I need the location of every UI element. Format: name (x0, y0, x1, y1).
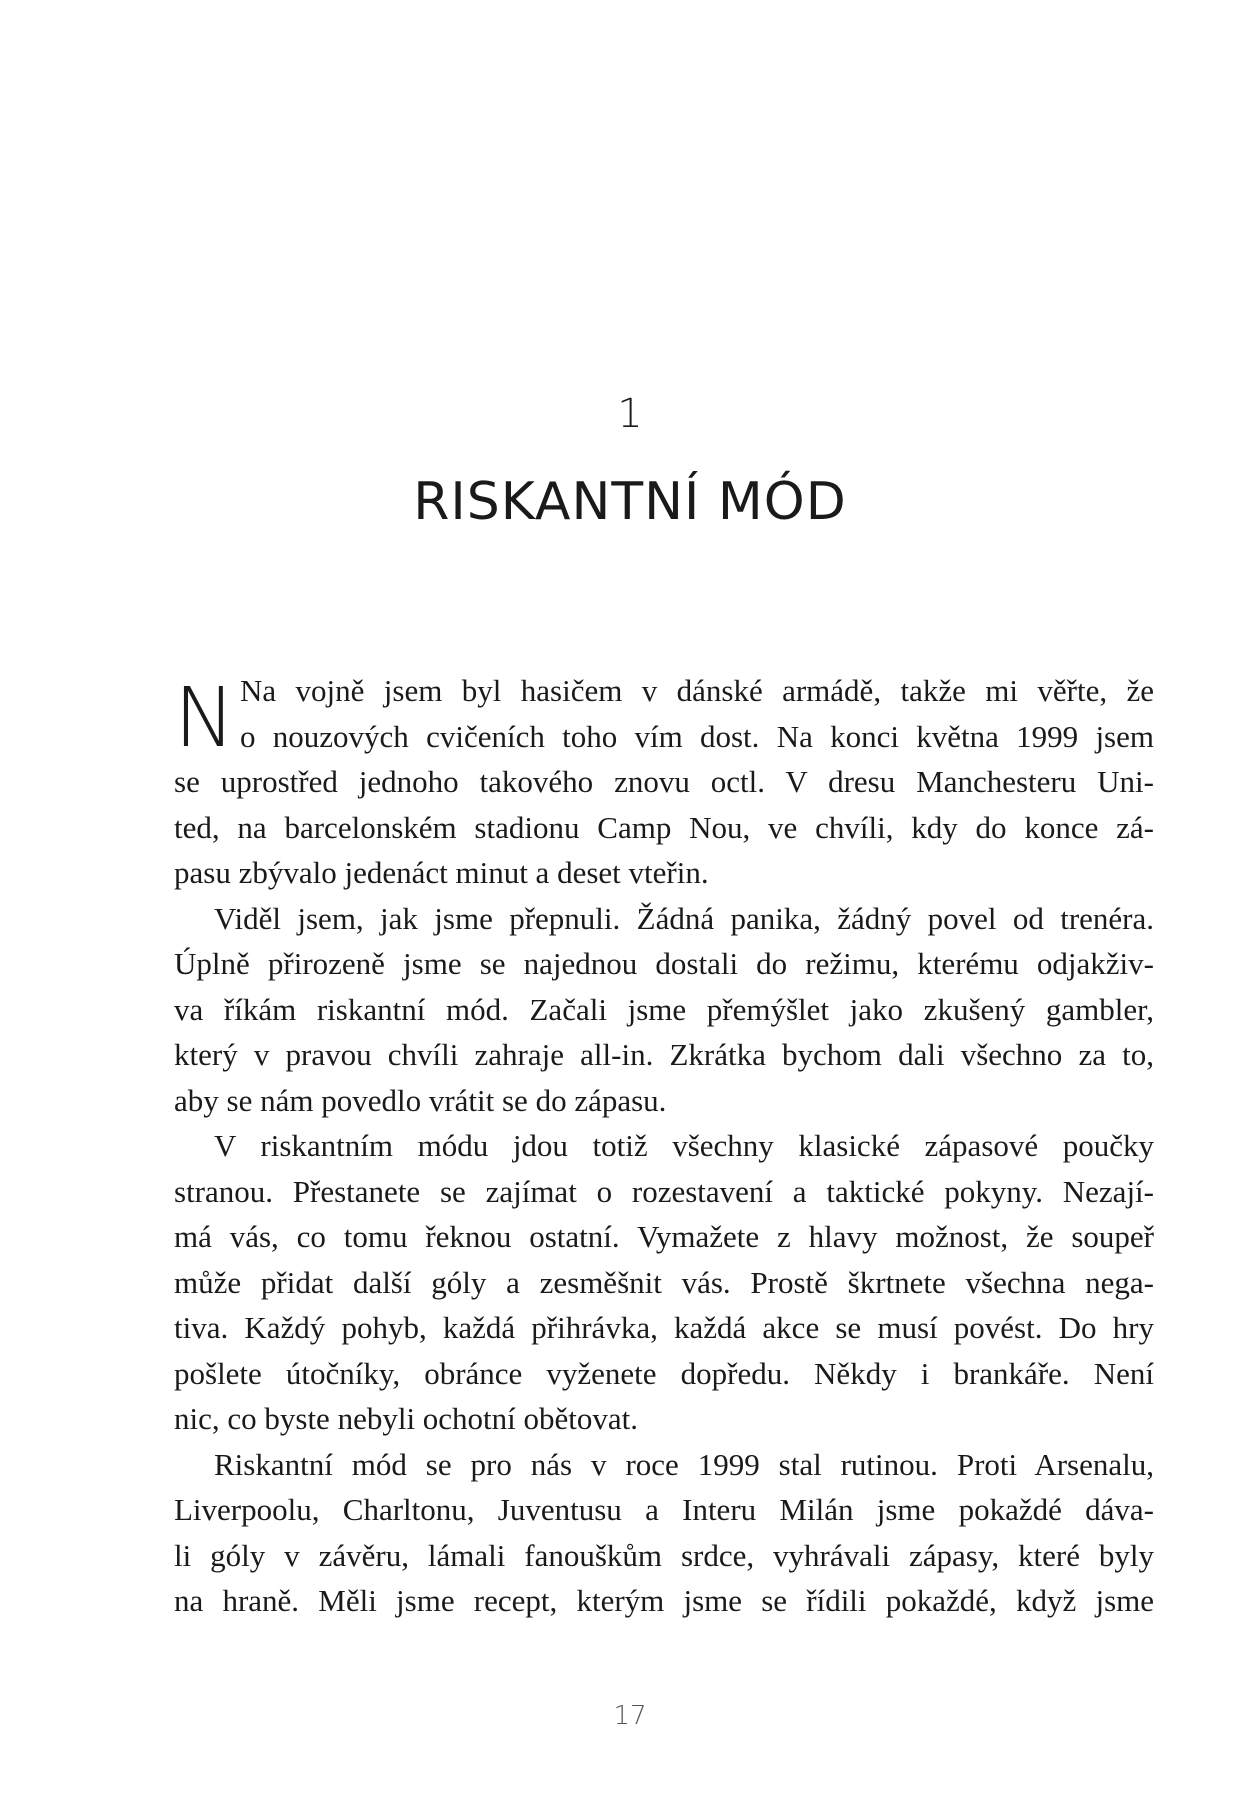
text-line: Na vojně jsem byl hasičem v dánské armádě, takže mi věřte, že (240, 673, 1154, 708)
text-line: Riskantní mód se pro nás v roce 1999 stal rutinou. Proti Arsenalu, (214, 1446, 1154, 1482)
text-line: který v pravou chvíli zahraje all-in. Zkrátka bychom dali všechno za to, (174, 1037, 1154, 1072)
text-line: nic, co byste nebyli ochotní obětovat. (174, 1401, 639, 1436)
paragraph-2 (174, 896, 1154, 1124)
paragraph-1 (174, 668, 1154, 896)
body-text (174, 668, 1154, 1624)
paragraph-4 (174, 1442, 1154, 1624)
drop-cap: N (174, 671, 236, 766)
text-line: tiva. Každý pohyb, každá přihrávka, každá akce se musí povést. Do hry (174, 1310, 1154, 1345)
text-line: stranou. Přestanete se zajímat o rozestavení a taktické pokyny. Nezají- (174, 1173, 1154, 1209)
text-line: má vás, co tomu řeknou ostatní. Vymažete z hlavy možnost, že soupeř (174, 1219, 1154, 1254)
text-line: ted, na barcelonském stadionu Camp Nou, ve chvíli, kdy do konce zá- (174, 809, 1154, 845)
text-line: může přidat další góly a zesměšnit vás. Prostě škrtnete všechna nega- (174, 1264, 1154, 1300)
text-line: na hraně. Měli jsme recept, kterým jsme se řídili pokaždé, když jsme (174, 1583, 1154, 1618)
text-line: o nouzových cvičeních toho vím dost. Na konci května 1999 jsem (240, 718, 1154, 754)
text-line: va říkám riskantní mód. Začali jsme přemýšlet jako zkušený gambler, (174, 991, 1154, 1027)
page-number: 17 (613, 1701, 647, 1731)
chapter-title: RISKANTNÍ MÓD (413, 472, 847, 532)
text-line: Úplně přirozeně jsme se najednou dostali do režimu, kterému odjakživ- (174, 946, 1154, 981)
text-line: V riskantním módu jdou totiž všechny klasické zápasové poučky (214, 1128, 1154, 1163)
text-line: li góly v závěru, lámali fanouškům srdce, vyhrávali zápasy, které byly (174, 1537, 1154, 1573)
text-line: pasu zbývalo jedenáct minut a deset vteřin. (174, 855, 709, 890)
text-line: Viděl jsem, jak jsme přepnuli. Žádná panika, žádný povel od trenéra. (214, 900, 1154, 936)
text-line: pošlete útočníky, obránce vyženete dopředu. Někdy i brankáře. Není (174, 1355, 1154, 1391)
text-line: aby se nám povedlo vrátit se do zápasu. (174, 1082, 667, 1118)
paragraph-3 (174, 1123, 1154, 1442)
text-line: Liverpoolu, Charltonu, Juventusu a Interu Milán jsme pokaždé dáva- (174, 1492, 1154, 1527)
text-line: se uprostřed jednoho takového znovu octl. V dresu Manchesteru Uni- (174, 764, 1154, 799)
chapter-number: 1 (617, 391, 643, 437)
